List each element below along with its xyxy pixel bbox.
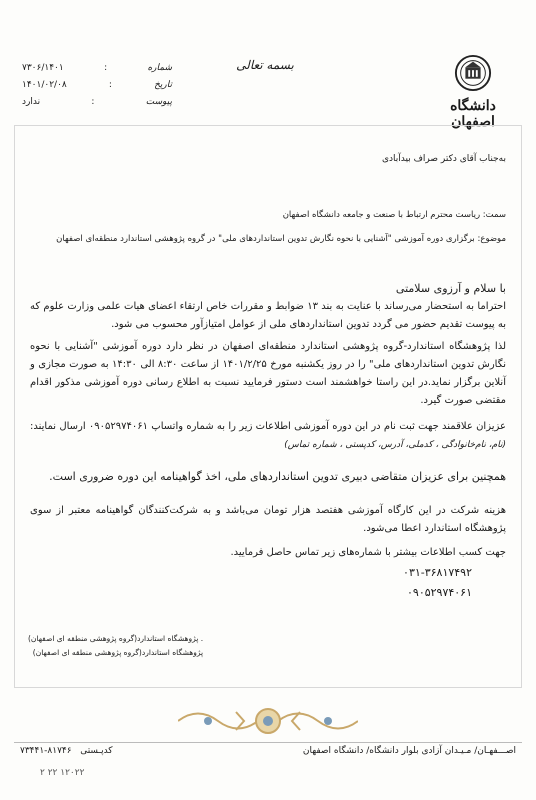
cc-item: . پژوهشگاه استاندارد(گروه پژوهشی منطقه ای اصفهان)	[28, 634, 204, 643]
footer	[20, 746, 516, 756]
greeting: با سلام و آرزوی سلامتی	[395, 282, 506, 295]
paragraph-5: هزینه شرکت در این کارگاه آموزشی هفتصد هزار تومان می‌باشد و به شرکت‌کنندگان گواهینامه معتبر از سوی پژوهشگاه استاندارد اعطا می‌شود.	[30, 505, 506, 534]
postal-label: کدپـستی	[80, 746, 113, 756]
postal-code: ۸۱۷۴۶-۷۳۴۴۱	[20, 746, 72, 756]
cc-list	[28, 632, 203, 660]
footer-extra: ۱۲۰۲۲ ۲۲ ۲	[40, 768, 85, 778]
number-value: ۷۳۰۶/۱۴۰۱	[22, 63, 64, 73]
letter-meta: شماره : ۷۳۰۶/۱۴۰۱ تاریخ : ۱۴۰۱/۰۲/۰۸ پیوست : ندارد	[22, 60, 172, 111]
basmala: بسمه تعالی	[236, 58, 294, 72]
paragraph-3-text: عزیزان علاقمند جهت ثبت نام در این دوره آموزشی اطلاعات زیر را به شماره واتساپ ۰۹۰۵۲۹۷۴۰۶۱ ارسال نمایند:	[30, 421, 506, 432]
attachment-label: پیوست	[145, 97, 172, 107]
attachment-value: ندارد	[22, 97, 41, 107]
footer-address: اصـــفهـان/ مـیـدان آزادی بلوار دانشگاه/ دانشگاه اصفهان	[302, 746, 516, 756]
phone-number-1: ۰۳۱-۳۶۸۱۷۴۹۲	[403, 566, 472, 579]
recipient: به‌جناب آقای دکتر صراف بیدآبادی	[381, 154, 506, 164]
paragraph-3	[30, 418, 506, 454]
cc-item: پژوهشگاه استاندارد(گروه پژوهشی منطقه ای اصفهان)	[32, 648, 204, 657]
date-value: ۱۴۰۱/۰۲/۰۸	[22, 80, 67, 90]
paragraph-3-fields: (نام، نام‌خانوادگی ، کدملی، آدرس، کدپستی ، شماره تماس)	[284, 440, 506, 450]
footer-postal	[20, 746, 113, 756]
university-seal-icon	[454, 54, 492, 92]
number-label: شماره	[147, 63, 172, 73]
university-logo	[430, 54, 516, 134]
university-name: دانشگاه اصفهان	[450, 98, 496, 130]
recipient-position: سمت: ریاست محترم ارتباط با صنعت و جامعه دانشگاه اصفهان	[282, 210, 506, 220]
ornament-icon	[178, 704, 358, 738]
paragraph-2: لذا پژوهشگاه استاندارد-گروه پژوهشی استاندارد منطقه‌ای اصفهان در نظر دارد دوره آموزشی "آشنایی با نحوه نگارش تدوین استانداردهای ملی" را در روز یکشنبه مورخ ۱۴۰۱/۲/۲۵ از ساعت ۸:۳۰ الی ۱۴:۳۰ به صورت مجازی و آنلاین برگزار نماید.در این راستا خواهشمند است دستور فرمایید نسبت به اطلاع رسانی دوره آموزشی مذکور اقدام مقتضی صورت گیرد.	[30, 341, 506, 406]
paragraph-6: جهت کسب اطلاعات بیشتر با شماره‌های زیر تماس حاصل فرمایید.	[230, 547, 506, 558]
phone-number-2: ۰۹۰۵۲۹۷۴۰۶۱	[407, 586, 472, 599]
paragraph-1: احتراما به استحضار می‌رساند با عنایت به بند ۱۳ ضوابط و مقررات خاص ارتقاء اعضای هیات علمی وزارت علوم که به پیوست تقدیم حضور می گردد تدوین استانداردهای ملی از عوامل امتیازآور محسوب می شود.	[30, 301, 506, 330]
footer-divider	[14, 742, 522, 743]
paragraph-4: همچنین برای عزیزان متقاضی دبیری تدوین استانداردهای ملی، اخذ گواهینامه این دوره ضروری است.	[49, 470, 506, 483]
date-label: تاریخ	[154, 80, 172, 90]
letter-subject: موضوع: برگزاری دوره آموزشی "آشنایی با نحوه نگارش تدوین استانداردهای ملی" در گروه پژوهشی استاندارد منطقه‌ای اصفهان	[56, 234, 506, 244]
